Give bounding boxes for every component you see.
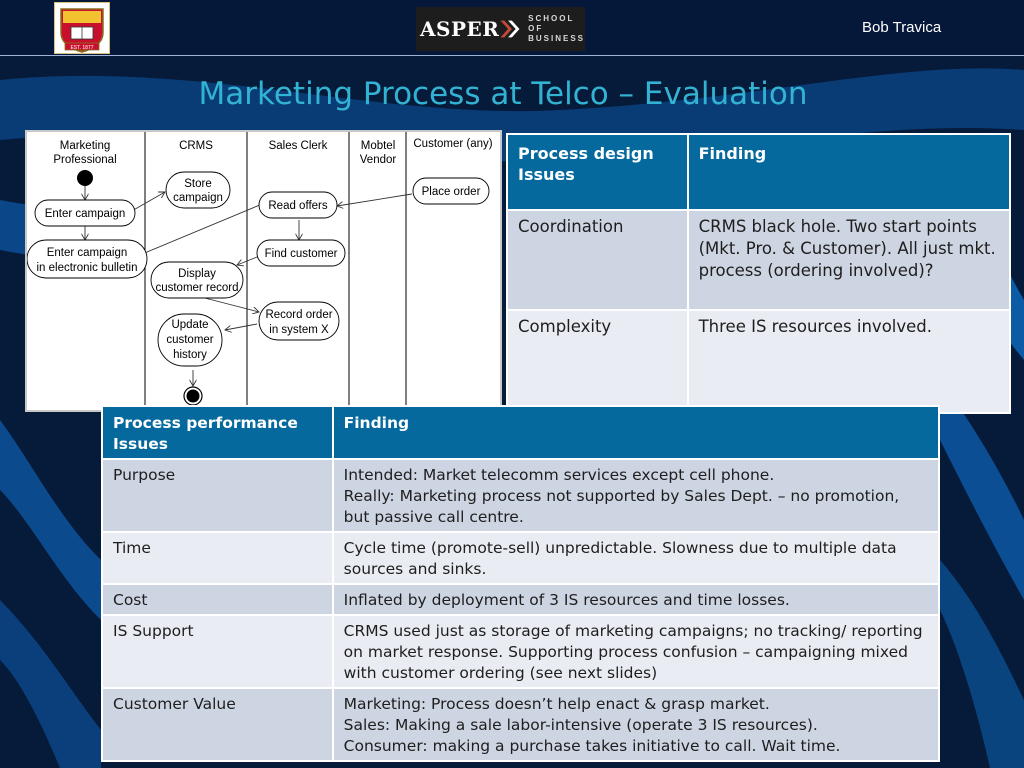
table-row [102, 584, 939, 615]
finding-line: CRMS used just as storage of marketing campaigns; no tracking/ reporting on market response. Supporting process confusion – campaigning mixed with customer ordering (see next slides) [343, 622, 923, 682]
chevrons-icon [499, 14, 522, 44]
issue-cell: IS Support [102, 615, 333, 688]
author-name: Bob Travica [862, 19, 942, 36]
swimlane-diagram [25, 130, 502, 412]
header-cell: Finding [333, 406, 939, 459]
issue-cell: Time [102, 532, 333, 584]
table-row [507, 310, 1010, 413]
table-row [507, 210, 1010, 310]
table-row [102, 615, 939, 688]
node-store-campaign-2: campaign [173, 192, 223, 204]
finding-line: Intended: Market telecomm services except cell phone. [343, 466, 775, 484]
lane-header-sales-clerk: Sales Clerk [268, 140, 328, 152]
finding-line: Sales: Making a sale labor-intensive (operate 3 IS resources). [343, 716, 818, 734]
issue-cell: Purpose [102, 459, 333, 532]
issue-cell: Complexity [507, 310, 688, 413]
svg-text:EST. 1877: EST. 1877 [70, 45, 94, 51]
node-update-history-2: customer [166, 334, 214, 346]
finding-cell: Three IS resources involved. [688, 310, 1010, 413]
finding-line: Consumer: making a purchase takes initiative to call. Wait time. [343, 737, 841, 755]
node-update-history: Update [171, 319, 209, 331]
lane-header-crms: CRMS [179, 140, 213, 152]
issue-cell: Cost [102, 584, 333, 615]
finding-line: Inflated by deployment of 3 IS resources and time losses. [343, 591, 790, 609]
node-enter-campaign: Enter campaign [44, 208, 126, 220]
lane-header-customer: Customer (any) [413, 138, 493, 150]
lane-header-mobtel: Mobtel [360, 140, 396, 152]
node-record-order-2: in system X [269, 324, 329, 336]
header-cell: Process design Issues [507, 134, 688, 210]
header-cell: Process performance Issues [102, 406, 333, 459]
node-enter-campaign-bulletin: Enter campaign [46, 247, 128, 259]
finding-cell [333, 688, 939, 761]
table-header-row [102, 406, 939, 459]
finding-line: Marketing: Process doesn’t help enact & grasp market. [343, 695, 770, 713]
header-cell: Finding [688, 134, 1010, 210]
university-crest-logo [54, 2, 110, 54]
finding-line: Cycle time (promote-sell) unpredictable. Slowness due to multiple data sources and sinks. [343, 539, 897, 578]
lane-header-marketing-2: Professional [53, 154, 117, 166]
lane-header-marketing: Marketing [59, 140, 111, 152]
start-node-icon [77, 170, 93, 186]
design-issues-table [506, 133, 1011, 414]
node-read-offers: Read offers [268, 200, 328, 212]
table-row [102, 459, 939, 532]
performance-issues-table [101, 405, 940, 762]
node-store-campaign: Store [184, 178, 212, 190]
slide-title: Marketing Process at Telco – Evaluation [198, 76, 808, 112]
finding-line: Really: Marketing process not supported by Sales Dept. – no promotion, but passive call centre. [343, 487, 900, 526]
finding-cell [333, 532, 939, 584]
asper-school-logo [416, 7, 585, 51]
table-row [102, 532, 939, 584]
logo-secondary-text: SCHOOL OF BUSINESS [528, 14, 586, 43]
finding-cell: CRMS black hole. Two start points (Mkt. Pro. & Customer). All just mkt. process (ordering involved)? [688, 210, 1010, 310]
node-update-history-3: history [173, 349, 207, 361]
node-enter-campaign-bulletin-2: in electronic bulletin [36, 262, 138, 274]
issue-cell: Customer Value [102, 688, 333, 761]
logo-primary-text: ASPER [420, 17, 500, 41]
finding-cell [333, 584, 939, 615]
node-display-record-2: customer record [155, 282, 239, 294]
table-header-row [507, 134, 1010, 210]
lane-header-vendor: Vendor [359, 154, 397, 166]
node-record-order: Record order [265, 309, 333, 321]
finding-cell [333, 459, 939, 532]
header-bar [0, 0, 1024, 56]
issue-cell: Coordination [507, 210, 688, 310]
node-place-order: Place order [421, 186, 481, 198]
node-find-customer: Find customer [264, 248, 338, 260]
finding-cell [333, 615, 939, 688]
table-row [102, 688, 939, 761]
node-display-record: Display [178, 268, 216, 280]
